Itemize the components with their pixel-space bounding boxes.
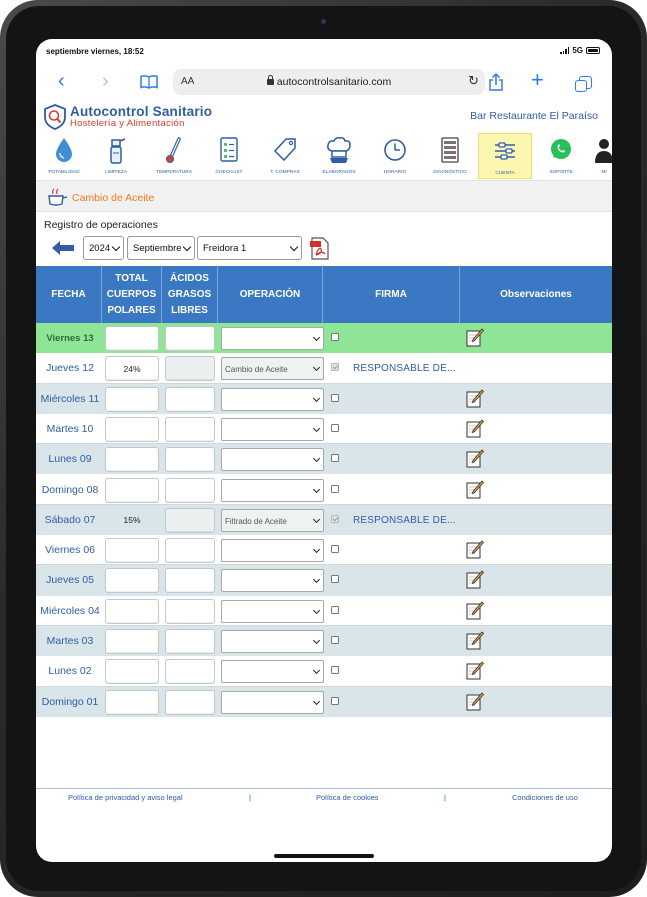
chevron-down-icon xyxy=(313,576,320,583)
table-row xyxy=(36,505,612,535)
polares-input[interactable] xyxy=(105,326,159,351)
tool-elaborados[interactable] xyxy=(314,133,364,179)
url-display xyxy=(173,76,485,88)
footer-separator: | xyxy=(249,793,251,802)
sign-checkbox[interactable] xyxy=(331,454,339,462)
status-indicators xyxy=(560,46,600,55)
status-bar xyxy=(36,39,612,61)
module-toolbar xyxy=(36,133,612,179)
row-date: Miércoles 04 xyxy=(40,604,100,617)
tool-cuenta[interactable] xyxy=(478,133,532,179)
acidos-input[interactable] xyxy=(165,326,215,351)
back-arrow-icon[interactable] xyxy=(52,241,74,255)
chevron-down-icon xyxy=(313,698,320,705)
acidos-input[interactable] xyxy=(165,417,215,442)
chevron-down-icon xyxy=(313,667,320,674)
signature-text: RESPONSABLE DE... xyxy=(353,514,456,526)
header-observaciones: Observaciones xyxy=(500,288,572,300)
user-icon xyxy=(591,135,612,165)
terms-link[interactable]: Condiciones de uso xyxy=(512,793,578,802)
chevron-down-icon xyxy=(313,516,320,523)
acidos-input[interactable] xyxy=(165,659,215,684)
acidos-input[interactable] xyxy=(165,387,215,412)
edit-notes-icon[interactable] xyxy=(466,480,484,499)
chevron-down-icon xyxy=(313,455,320,462)
polares-input[interactable] xyxy=(105,568,159,593)
polares-input[interactable] xyxy=(105,447,159,472)
row-date: Domingo 01 xyxy=(41,695,99,708)
operation-select[interactable] xyxy=(221,660,324,683)
acidos-input[interactable] xyxy=(165,447,215,472)
operation-select[interactable] xyxy=(221,539,324,562)
lock-icon xyxy=(267,79,274,85)
table-row xyxy=(36,384,612,414)
chef-hat-icon xyxy=(325,135,353,165)
operation-select[interactable] xyxy=(221,630,324,653)
header-firma: FIRMA xyxy=(323,266,460,323)
thermometer-icon xyxy=(161,135,187,165)
sign-checkbox[interactable] xyxy=(331,485,339,493)
polares-input[interactable] xyxy=(105,659,159,684)
chevron-down-icon xyxy=(183,243,191,251)
chevron-down-icon xyxy=(313,425,320,432)
chevron-down-icon xyxy=(313,607,320,614)
status-time: septiembre viernes, 18:52 xyxy=(46,47,144,56)
checklist-icon xyxy=(216,135,242,165)
fryer-select[interactable] xyxy=(197,236,302,260)
sliders-icon xyxy=(491,136,519,166)
clock-icon xyxy=(382,135,408,165)
edit-notes-icon[interactable] xyxy=(466,328,484,347)
chevron-down-icon xyxy=(313,546,320,553)
operation-select[interactable]: Cambio de Aceite xyxy=(221,357,324,380)
table-header xyxy=(36,266,612,323)
camera-icon xyxy=(321,19,326,24)
footer-separator: | xyxy=(444,793,446,802)
signal-icon xyxy=(560,47,569,54)
polares-input[interactable]: 24% xyxy=(105,356,159,381)
acidos-input[interactable] xyxy=(165,690,215,715)
acidos-input[interactable] xyxy=(165,599,215,624)
acidos-input[interactable] xyxy=(165,478,215,503)
row-date: Martes 03 xyxy=(46,635,94,647)
polares-input[interactable] xyxy=(105,599,159,624)
row-date: Viernes 06 xyxy=(44,544,95,557)
chevron-down-icon xyxy=(313,395,320,402)
tabs-overview-icon[interactable] xyxy=(579,76,592,89)
filter-controls xyxy=(36,235,612,263)
operation-select[interactable] xyxy=(221,600,324,623)
privacy-link[interactable]: Política de privacidad y aviso legal xyxy=(68,793,183,802)
tool-label: CHECKLIST xyxy=(215,170,243,175)
acidos-input[interactable] xyxy=(165,568,215,593)
header-polares: TOTAL CUERPOS POLARES xyxy=(102,266,162,323)
row-date: Jueves 12 xyxy=(46,362,94,375)
edit-notes-icon[interactable] xyxy=(466,661,484,680)
browser-toolbar xyxy=(36,65,612,99)
edit-notes-icon[interactable] xyxy=(466,692,484,711)
back-chevron-icon[interactable]: ‹ xyxy=(58,70,65,92)
new-tab-plus-icon[interactable]: + xyxy=(531,67,544,92)
operation-select[interactable] xyxy=(221,418,324,441)
acidos-input[interactable] xyxy=(165,629,215,654)
sign-checkbox[interactable] xyxy=(331,636,339,644)
footer xyxy=(36,788,612,810)
header-acidos: ÁCIDOS GRASOS LIBRES xyxy=(162,266,218,323)
polares-input[interactable] xyxy=(105,417,159,442)
sign-checkbox[interactable] xyxy=(331,515,339,523)
table-row xyxy=(36,626,612,656)
whatsapp-icon xyxy=(547,135,575,165)
table-row xyxy=(36,444,612,474)
acidos-input[interactable] xyxy=(165,356,215,381)
tool-potabilidad[interactable] xyxy=(39,133,89,179)
tool-label: DIAGNÓSTICO xyxy=(433,170,467,175)
text-size-button[interactable]: AA xyxy=(181,76,195,87)
edit-notes-icon[interactable] xyxy=(466,601,484,620)
tool-label: SOPORTE xyxy=(549,170,573,175)
sign-checkbox[interactable] xyxy=(331,394,339,402)
tool-soporte[interactable] xyxy=(536,133,586,179)
operation-select[interactable] xyxy=(221,448,324,471)
year-select[interactable] xyxy=(83,236,124,260)
edit-notes-icon[interactable] xyxy=(466,540,484,559)
network-label: 5G xyxy=(572,46,583,55)
tool-label: POTABILIDAD xyxy=(48,170,80,175)
screen xyxy=(36,39,612,862)
bookmarks-book-icon[interactable] xyxy=(140,75,158,89)
tool-label: ELABORADOS xyxy=(322,170,356,175)
water-drop-icon xyxy=(51,135,77,165)
row-date: Martes 10 xyxy=(46,422,94,435)
table-row xyxy=(36,323,612,353)
tool-mi[interactable] xyxy=(589,133,612,179)
polares-input[interactable]: 15% xyxy=(105,508,159,533)
edit-notes-icon[interactable] xyxy=(466,389,484,408)
spray-bottle-icon xyxy=(103,135,129,165)
tool-diagnostico[interactable] xyxy=(425,133,475,179)
tool-compras[interactable] xyxy=(260,133,310,179)
tool-horario[interactable] xyxy=(370,133,420,179)
brand-logo-icon xyxy=(44,104,66,130)
header-operacion: OPERACIÓN xyxy=(218,266,323,323)
row-date: Viernes 13 xyxy=(46,332,94,344)
app-header xyxy=(36,101,612,133)
sign-checkbox[interactable] xyxy=(331,363,339,371)
polares-input[interactable] xyxy=(105,690,159,715)
subheading: Registro de operaciones xyxy=(44,219,158,231)
table-row xyxy=(36,596,612,626)
section-bar xyxy=(36,180,612,212)
edit-notes-icon[interactable] xyxy=(466,570,484,589)
price-tag-icon xyxy=(272,135,298,165)
sign-checkbox[interactable] xyxy=(331,333,339,341)
sign-checkbox[interactable] xyxy=(331,575,339,583)
chevron-down-icon xyxy=(290,243,298,251)
month-select[interactable] xyxy=(127,236,195,260)
operation-select[interactable] xyxy=(221,569,324,592)
row-date: Sábado 07 xyxy=(44,513,96,526)
pdf-export-icon[interactable] xyxy=(310,237,330,260)
share-icon[interactable] xyxy=(488,73,504,92)
polares-input[interactable] xyxy=(105,387,159,412)
battery-icon xyxy=(586,47,600,54)
tool-label: CUENTA xyxy=(495,171,515,176)
row-date: Jueves 05 xyxy=(46,574,94,587)
tool-label: MI xyxy=(601,170,607,175)
sign-checkbox[interactable] xyxy=(331,545,339,553)
tool-temperatura[interactable] xyxy=(149,133,199,179)
header-fecha: FECHA xyxy=(36,266,102,323)
table-row xyxy=(36,535,612,565)
operation-select[interactable] xyxy=(221,388,324,411)
tool-label: T. COMPRAS xyxy=(270,170,300,175)
row-date: Lunes 09 xyxy=(48,453,92,466)
operation-select[interactable] xyxy=(221,479,324,502)
tool-limpieza[interactable] xyxy=(91,133,141,179)
sign-checkbox[interactable] xyxy=(331,666,339,674)
sign-checkbox[interactable] xyxy=(331,606,339,614)
edit-notes-icon[interactable] xyxy=(466,449,484,468)
acidos-input[interactable] xyxy=(165,538,215,563)
table-row xyxy=(36,475,612,505)
section-title: Cambio de Aceite xyxy=(72,192,155,204)
table-row xyxy=(36,687,612,717)
tool-label: HORARIO xyxy=(383,170,407,175)
table-row xyxy=(36,656,612,686)
table-row xyxy=(36,353,612,383)
operation-select[interactable]: Filtrado de Aceite xyxy=(221,509,324,532)
sign-checkbox[interactable] xyxy=(331,697,339,705)
acidos-input[interactable] xyxy=(165,508,215,533)
server-icon xyxy=(437,135,463,165)
table-row xyxy=(36,414,612,444)
fryer-pot-icon xyxy=(46,187,68,207)
edit-notes-icon[interactable] xyxy=(466,631,484,650)
chevron-down-icon xyxy=(313,637,320,644)
polares-input[interactable] xyxy=(105,629,159,654)
fryer-value: Freidora 1 xyxy=(203,243,247,254)
tool-label: TEMPERATURA xyxy=(156,170,192,175)
reload-icon[interactable]: ↻ xyxy=(468,73,479,88)
sign-checkbox[interactable] xyxy=(331,424,339,432)
chevron-down-icon xyxy=(313,364,320,371)
restaurant-name[interactable]: Bar Restaurante El Paraíso xyxy=(470,110,598,122)
row-date: Lunes 02 xyxy=(48,665,92,678)
tool-checklist[interactable] xyxy=(204,133,254,179)
polares-input[interactable] xyxy=(105,478,159,503)
operation-select[interactable] xyxy=(221,327,324,350)
edit-notes-icon[interactable] xyxy=(466,419,484,438)
home-indicator[interactable] xyxy=(274,854,374,858)
signature-text: RESPONSABLE DE... xyxy=(353,363,456,375)
tool-label: LIMPIEZA xyxy=(105,170,127,175)
table-row xyxy=(36,565,612,595)
month-value: Septiembre xyxy=(133,243,182,254)
operation-select[interactable] xyxy=(221,691,324,714)
row-date: Miércoles 11 xyxy=(40,392,100,405)
brand-title: Autocontrol Sanitario xyxy=(70,104,213,119)
cookies-link[interactable]: Política de cookies xyxy=(316,793,379,802)
brand-subtitle: Hostelería y Alimentación xyxy=(70,118,185,129)
chevron-down-icon xyxy=(112,243,120,251)
chevron-down-icon xyxy=(313,485,320,492)
url-text: autocontrolsanitario.com xyxy=(276,76,392,88)
address-bar[interactable] xyxy=(173,69,485,95)
year-value: 2024 xyxy=(89,243,111,254)
polares-input[interactable] xyxy=(105,538,159,563)
forward-chevron-icon[interactable]: › xyxy=(102,70,109,92)
row-date: Domingo 08 xyxy=(41,483,99,496)
chevron-down-icon xyxy=(313,334,320,341)
